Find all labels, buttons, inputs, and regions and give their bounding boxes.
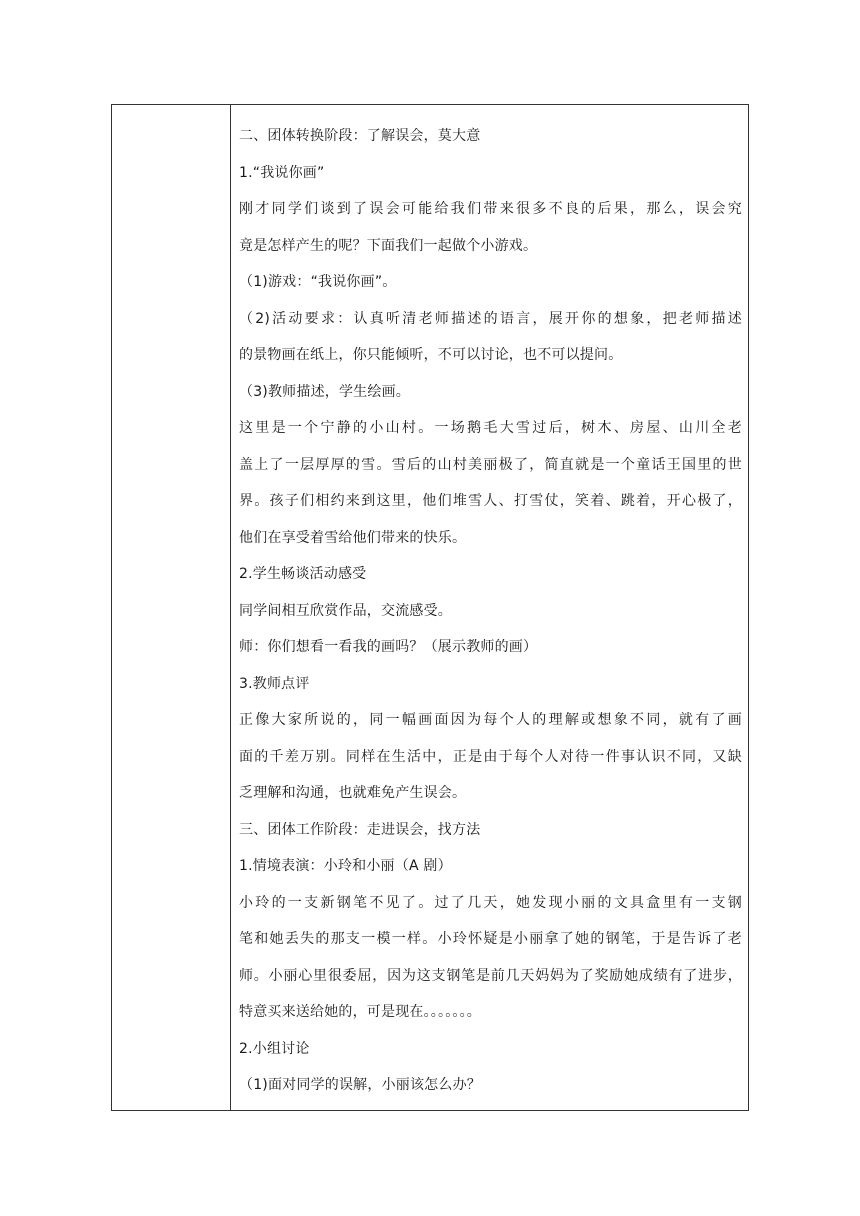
paragraph-line: 笔和她丢失的那支一模一样。小玲怀疑是小丽拿了她的钢笔，于是告诉了老 (239, 931, 742, 947)
lesson-table (111, 104, 749, 1111)
list-item: （1)面对同学的误解，小丽该怎么办？ (239, 1077, 481, 1093)
table-left-cell (112, 105, 231, 1110)
paragraph-line: 这里是一个宁静的小山村。一场鹅毛大雪过后，树木、房屋、山川全老 (239, 420, 742, 436)
paragraph-line: 盖上了一层厚厚的雪。雪后的山村美丽极了，简直就是一个童话王国里的世 (239, 456, 742, 473)
paragraph-line: 他们在享受着雪给他们带来的快乐。 (239, 529, 467, 546)
list-item: （2)活动要求：认真听清老师描述的语言，展开你的想象，把老师描述 (239, 310, 742, 327)
paragraph-line: 同学间相互欣赏作品，交流感受。 (239, 602, 452, 619)
paragraph-line: 小玲的一支新钢笔不见了。过了几天，她发现小丽的文具盒里有一支钢 (239, 894, 742, 911)
subheading: 2.学生畅谈活动感受 (239, 566, 367, 582)
subheading: 1.“我说你画” (239, 164, 325, 181)
paragraph-line: 正像大家所说的，同一幅画面因为每个人的理解或想象不同，就有了画 (239, 712, 742, 728)
paragraph-line: 乏理解和沟通，也就难免产生误会。 (239, 785, 467, 801)
table-content-cell (231, 105, 748, 1110)
subheading: 1.情境表演：小玲和小丽（A 剧） (239, 858, 452, 874)
subheading: 2.小组讨论 (239, 1040, 310, 1057)
paragraph-line: 面的千差万别。同样在生活中，正是由于每个人对待一件事认识不同，又缺 (239, 748, 742, 765)
paragraph-line: 师。小丽心里很委屈，因为这支钢笔是前几天妈妈为了奖励她成绩有了进步， (239, 967, 742, 984)
paragraph-line: 界。孩子们相约来到这里，他们堆雪人、打雪仗，笑着、跳着，开心极了， (239, 493, 742, 509)
paragraph-line: 特意买来送给她的，可是现在。。。。。。。 (239, 1004, 481, 1020)
section-heading: 三、团体工作阶段：走进误会，找方法 (239, 821, 481, 838)
section-heading: 二、团体转换阶段：了解误会，莫大意 (239, 128, 481, 144)
paragraph-line: 的景物画在纸上，你只能倾听，不可以讨论，也不可以提问。 (239, 347, 623, 363)
paragraph-line: 刚才同学们谈到了误会可能给我们带来很多不良的后果，那么，误会究 (239, 201, 742, 217)
paragraph-line: 师：你们想看一看我的画吗？（展示教师的画） (239, 639, 538, 655)
content-lines (239, 118, 742, 1104)
list-item: （3)教师描述，学生绘画。 (239, 383, 410, 400)
paragraph-line: 竟是怎样产生的呢？下面我们一起做个小游戏。 (239, 237, 538, 254)
list-item: （1)游戏：“我说你画”。 (239, 274, 397, 290)
subheading: 3.教师点评 (239, 675, 310, 692)
